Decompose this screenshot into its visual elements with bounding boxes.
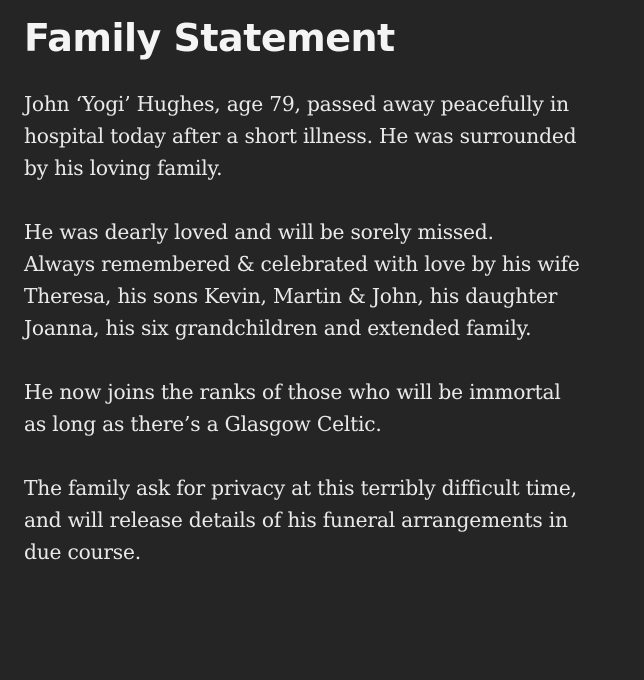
paragraph-line: as long as there’s a Glasgow Celtic. bbox=[24, 412, 382, 436]
paragraph-remembrance bbox=[24, 216, 624, 344]
paragraph-line: hospital today after a short illness. He was surrounded bbox=[24, 124, 577, 148]
paragraph-line: by his loving family. bbox=[24, 156, 223, 180]
statement-body bbox=[24, 88, 624, 568]
paragraph-death-announcement bbox=[24, 88, 624, 184]
paragraph-privacy-request bbox=[24, 472, 624, 568]
paragraph-line: Joanna, his six grandchildren and extended family. bbox=[24, 316, 532, 340]
paragraph-line: The family ask for privacy at this terribly difficult time, bbox=[24, 476, 577, 500]
paragraph-tribute bbox=[24, 376, 624, 440]
paragraph-line: and will release details of his funeral arrangements in bbox=[24, 508, 568, 532]
statement-title: Family Statement bbox=[24, 16, 395, 60]
paragraph-line: Always remembered & celebrated with love by his wife bbox=[24, 252, 580, 276]
paragraph-line: He now joins the ranks of those who will be immortal bbox=[24, 380, 561, 404]
paragraph-line: He was dearly loved and will be sorely missed. bbox=[24, 220, 494, 244]
paragraph-line: John ‘Yogi’ Hughes, age 79, passed away peacefully in bbox=[24, 92, 569, 116]
paragraph-line: Theresa, his sons Kevin, Martin & John, his daughter bbox=[24, 284, 558, 308]
paragraph-line: due course. bbox=[24, 540, 141, 564]
